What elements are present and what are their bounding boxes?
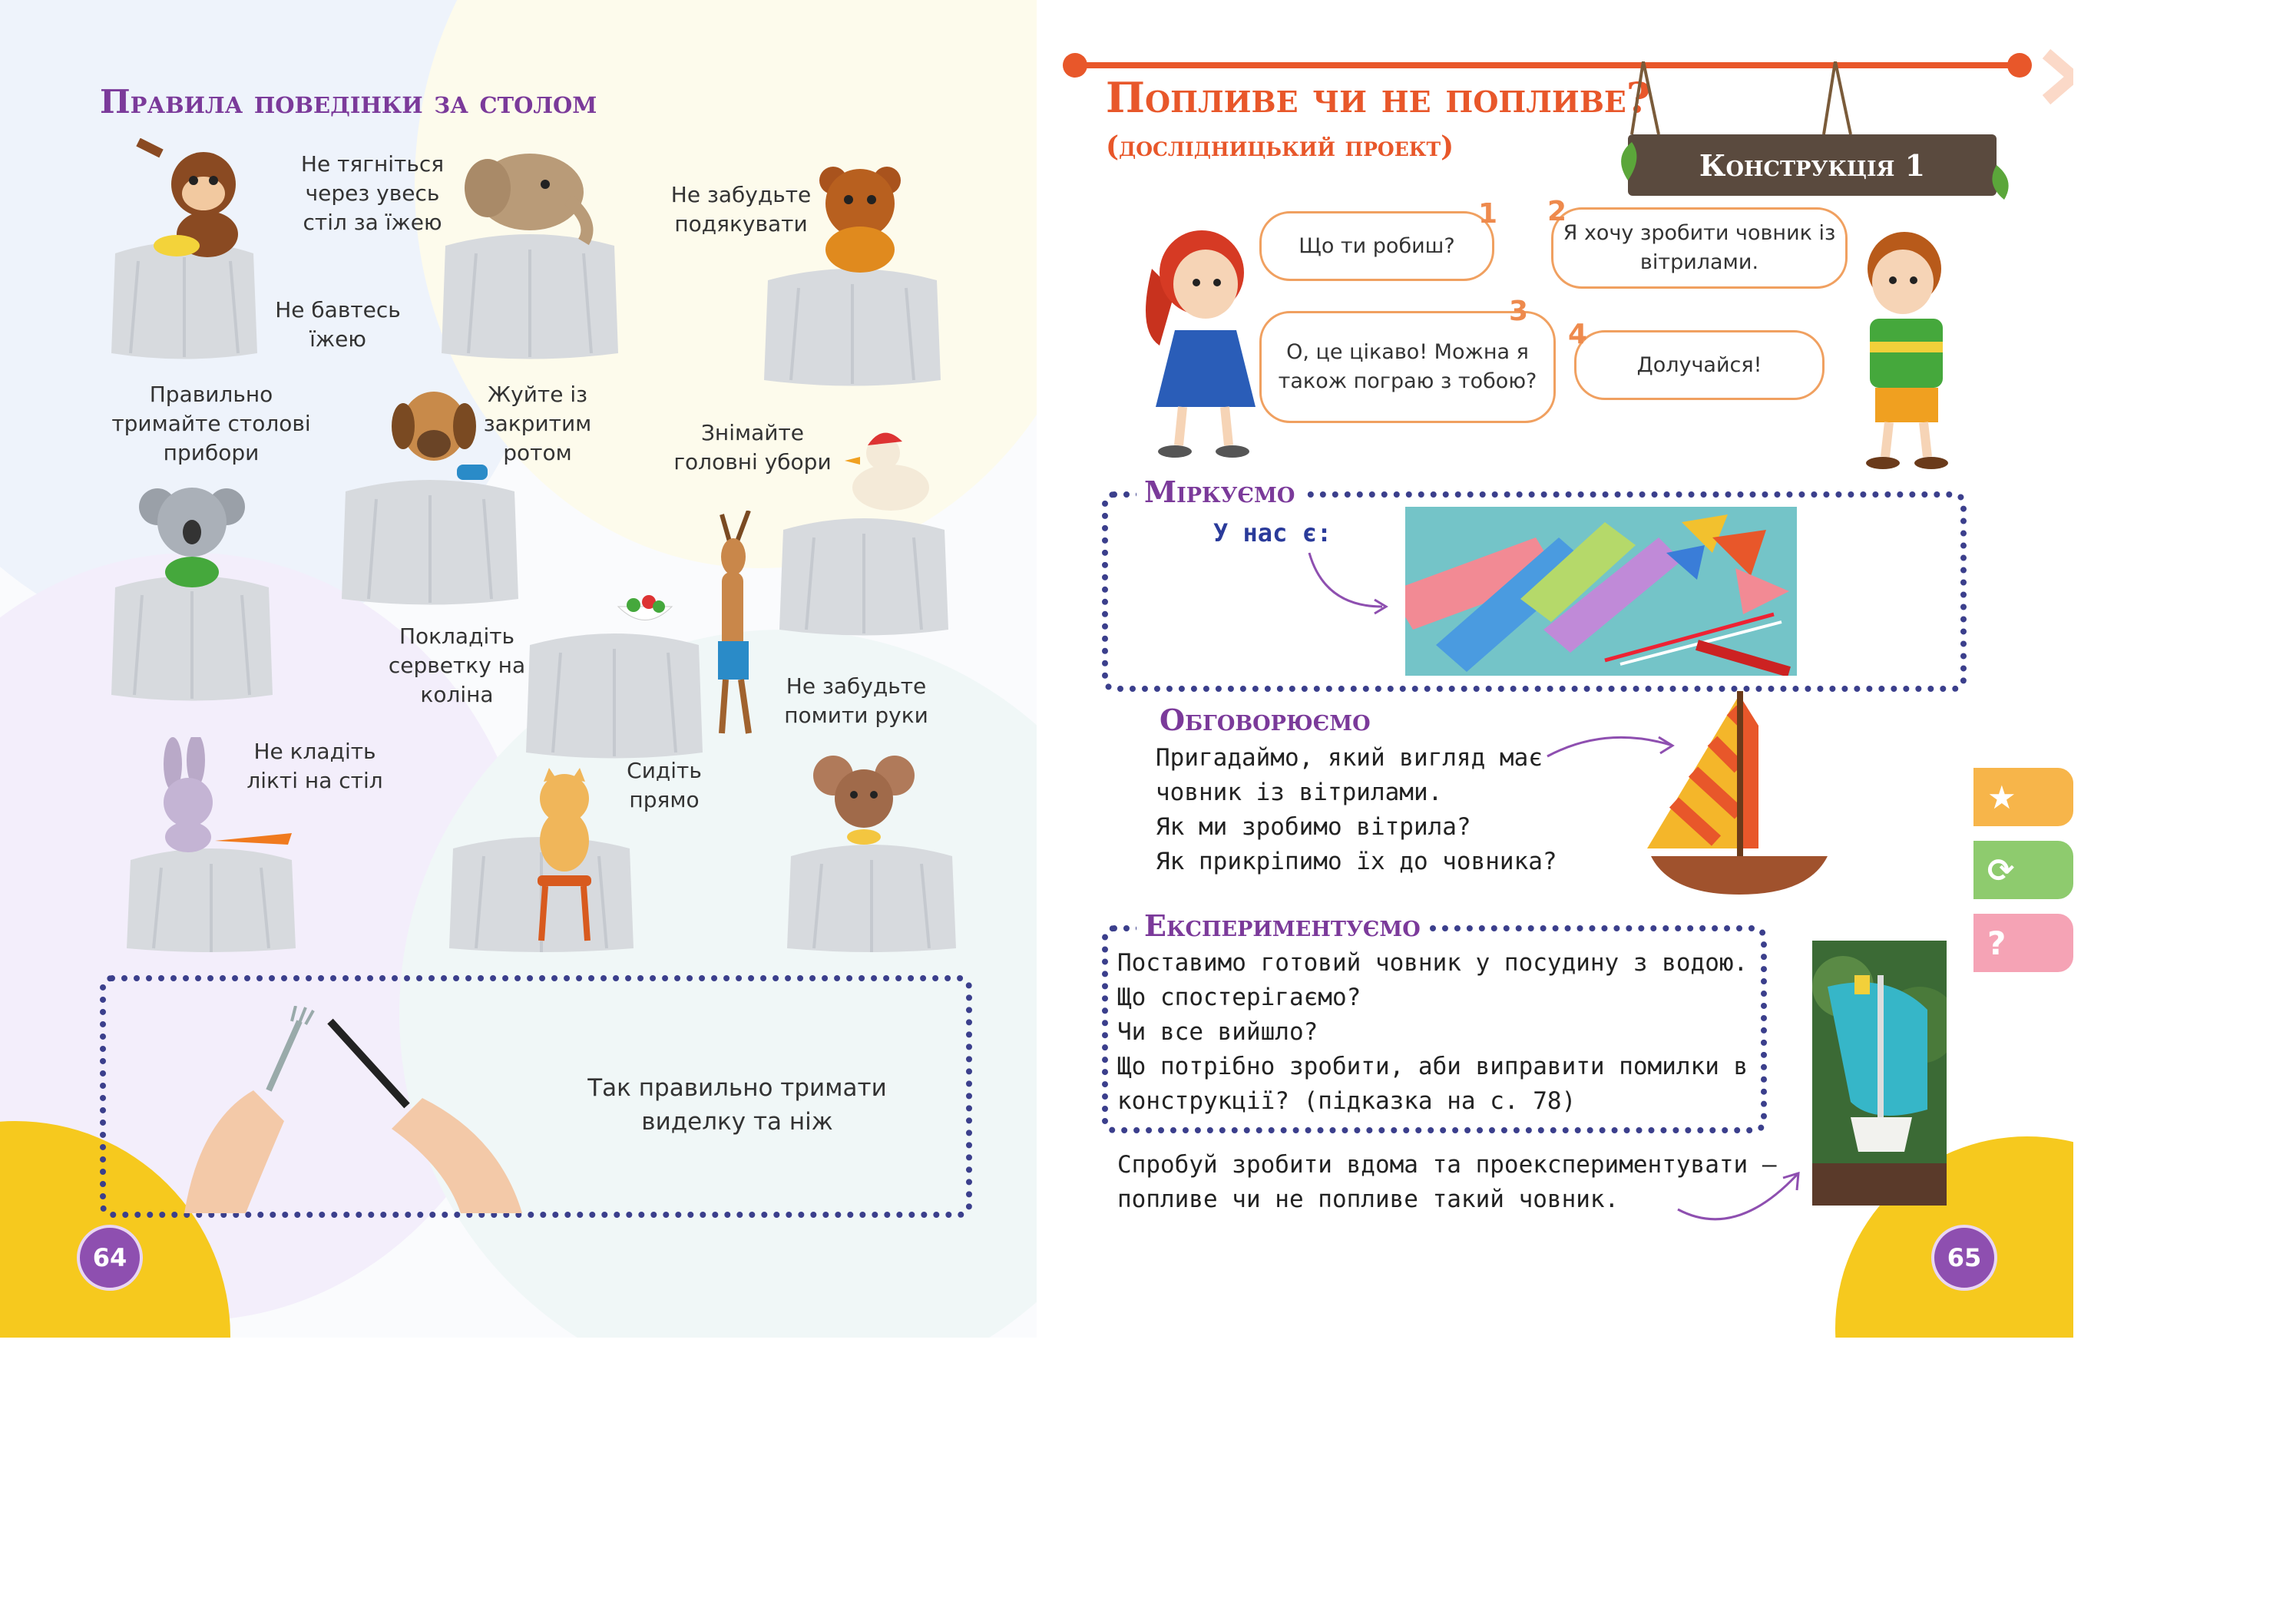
table-8 [123, 837, 299, 952]
star-icon: ★ [1987, 778, 2016, 816]
speech-bubble-2: Я хочу зробити човник із вітрилами. [1551, 207, 1848, 289]
hands-with-fork-and-knife-illustration [169, 1006, 538, 1213]
page-number-right: 65 [1931, 1225, 1997, 1291]
dog-illustration [380, 384, 488, 484]
caption-napkin: Покладіть серветку на коліна [388, 623, 526, 707]
project-title: Попливе чи не попливе? [1106, 73, 1651, 122]
boy-illustration [1828, 227, 1981, 480]
caption-remove-hats: Знімайте головні убори [673, 420, 832, 475]
bubble-number-4: 4 [1568, 319, 1588, 350]
materials-photo [1405, 507, 1797, 676]
elephant-illustration [453, 146, 599, 246]
table-3 [760, 257, 945, 388]
refresh-icon: ⟳ [1987, 851, 2015, 889]
speech-bubble-4: Долучайся! [1574, 330, 1825, 400]
pool-noodles-and-straws-illustration [1405, 507, 1797, 676]
discuss-line-3: Як ми зробимо вітрила? [1156, 813, 1471, 841]
star-tab[interactable] [1973, 768, 2073, 826]
table-10 [783, 833, 960, 952]
sailboat-illustration [1639, 687, 1839, 902]
left-page-title: Правила поведінки за столом [100, 83, 597, 121]
left-page [0, 0, 1037, 1338]
bear-illustration [806, 146, 914, 273]
experiment-header: Експериментуємо [1136, 908, 1428, 943]
antelope-illustration [683, 511, 776, 741]
project-subtitle: (дослідницький проект) [1106, 131, 1454, 163]
caption-chew-closed: Жуйте із закритим ротом [483, 382, 592, 465]
duck-illustration [829, 426, 937, 518]
construction-sign: Конструкція 1 [1628, 134, 1997, 196]
bubble-number-3: 3 [1509, 296, 1529, 327]
experiment-line-2: Що спостерігаємо? [1117, 984, 1361, 1011]
refresh-tab[interactable] [1973, 841, 2073, 899]
table-4 [338, 468, 522, 607]
discuss-text [1156, 741, 1557, 879]
experiment-line-1: Поставимо готовий човник у посудину з водою. [1117, 949, 1748, 977]
caption-no-playing: Не бавтесь їжею [275, 297, 401, 352]
speech-bubble-3: О, це цікаво! Можна я також пограю з тобою? [1259, 311, 1556, 423]
arrow-to-photo [1674, 1167, 1805, 1229]
discuss-line-2: човник із вітрилами. [1156, 779, 1443, 806]
think-header: Міркуємо [1136, 475, 1302, 509]
bubble-number-2: 2 [1547, 196, 1567, 227]
girl-illustration [1129, 215, 1267, 461]
caption-wash-hands: Не забудьте помити руки [784, 673, 928, 728]
experiment-line-3: Чи все вийшло? [1117, 1018, 1318, 1046]
koala-illustration [138, 472, 246, 587]
right-page [1037, 0, 2073, 1338]
bubble-number-1: 1 [1478, 198, 1498, 230]
fork-knife-caption: Так правильно тримати виделку та ніж [587, 1074, 887, 1136]
experiment-line-4: Що потрібно зробити, аби виправити помилки в [1117, 1053, 1748, 1080]
mouse-illustration [806, 752, 921, 845]
question-icon: ? [1987, 924, 2007, 962]
discuss-line-1: Пригадаймо, який вигляд має [1156, 744, 1543, 772]
caption-sit-straight: Сидіть прямо [627, 758, 702, 812]
discuss-header: Обговорюємо [1160, 703, 1371, 737]
caption-no-elbows: Не кладіть лікті на стіл [246, 739, 383, 793]
experiment-line-5: конструкції? (підказка на с. 78) [1117, 1087, 1576, 1115]
table-7 [522, 622, 706, 760]
caption-say-thanks: Не забудьте подякувати [670, 182, 812, 236]
try-at-home-line-1: Спробуй зробити вдома та проекспериментувати — [1117, 1151, 1777, 1179]
we-have-label: У нас є: [1213, 518, 1332, 547]
floating-boat-photo-illustration [1812, 941, 1947, 1206]
experiment-text [1117, 946, 1748, 1119]
salad-bowl-illustration [614, 591, 676, 630]
caption-no-reaching: Не тягніться через увесь стіл за їжею [300, 151, 445, 235]
monkey-illustration [131, 138, 284, 261]
discuss-line-4: Як прикріпимо їх до човника? [1156, 848, 1557, 875]
try-at-home-line-2: попливе чи не попливе такий човник. [1117, 1186, 1619, 1213]
table-5 [776, 507, 952, 637]
sign-leaves [1609, 127, 2023, 203]
speech-bubble-1: Що ти робиш? [1259, 211, 1494, 281]
arrow-to-materials [1305, 549, 1398, 618]
question-tab[interactable] [1973, 914, 2073, 972]
cat-on-stool-illustration [507, 768, 622, 944]
caption-hold-cutlery: Правильно тримайте столові прибори [111, 382, 311, 465]
boat-photo [1812, 941, 1947, 1206]
side-tabs [1973, 768, 2073, 975]
page-number-left: 64 [77, 1225, 143, 1291]
